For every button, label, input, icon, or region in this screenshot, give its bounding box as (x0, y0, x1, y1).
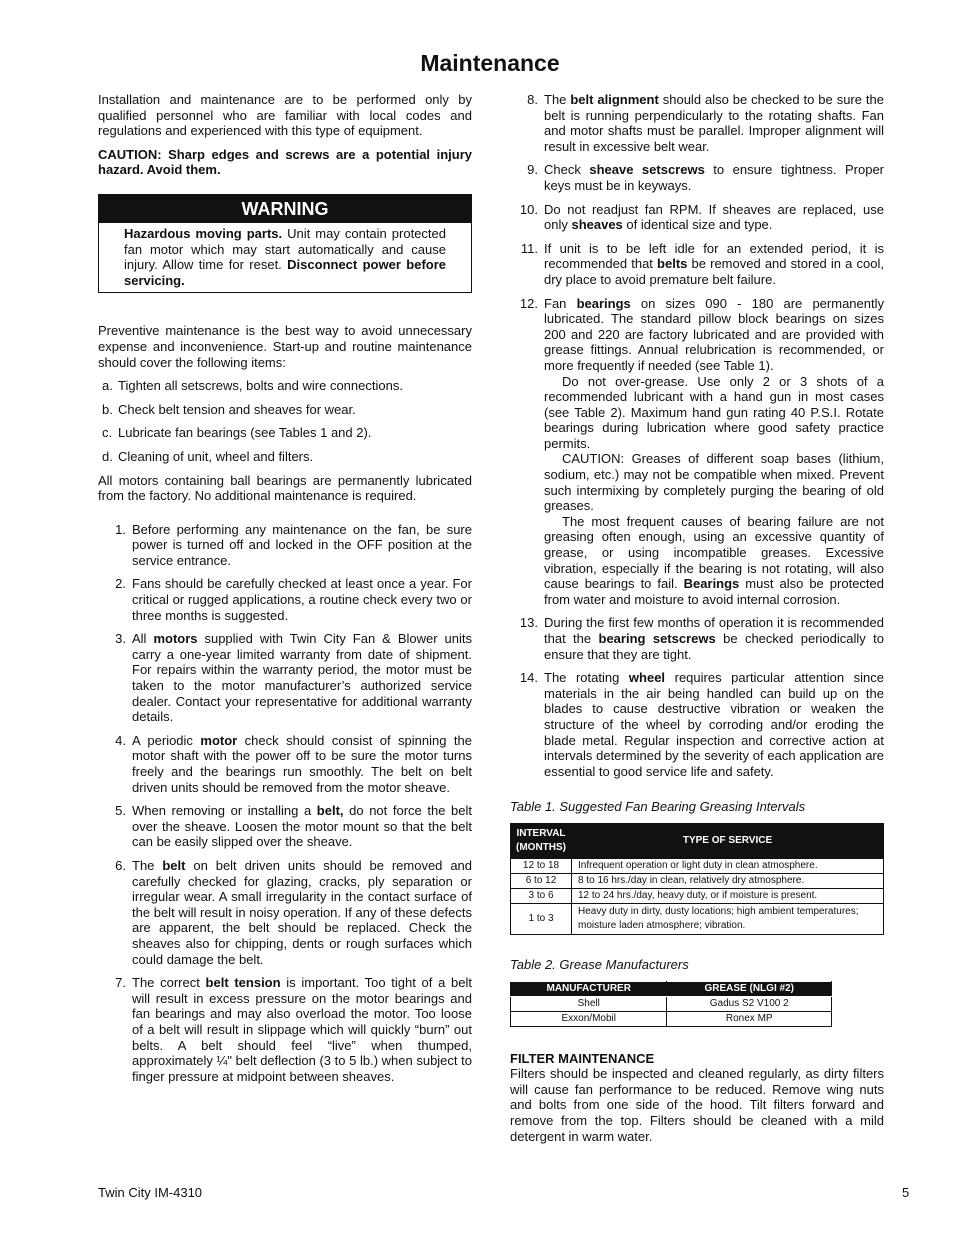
list-text: Lubricate fan bearings (see Tables 1 and 2). (118, 425, 372, 441)
interval-cell: 12 to 18 (511, 858, 572, 873)
list-item (510, 92, 884, 154)
right-column (510, 92, 884, 1144)
overgrease-paragraph: Do not over-grease. Use only 2 or 3 shots of a recommended lubricant with a hand gun in most cases (see Table 2). Maximum hand gun rating 40 P.S.I. Rotate bearings during lubrication where good safety practice permits. (544, 373, 884, 451)
warning-box (98, 194, 472, 293)
list-number: 3. (115, 631, 126, 647)
list-number: 6. (115, 857, 126, 873)
list-number: 14. (519, 670, 538, 686)
service-cell: 8 to 16 hrs./day in clean, relatively dry atmosphere. (572, 873, 884, 888)
list-item (98, 378, 472, 394)
footer-page-number: 5 (902, 1185, 910, 1200)
list-item (98, 576, 472, 623)
service-header: TYPE OF SERVICE (572, 823, 884, 858)
list-text: Tighten all setscrews, bolts and wire connections. (118, 378, 403, 394)
table-row (511, 888, 884, 903)
list-number: 10. (519, 201, 538, 217)
list-text: The correct belt tension is important. Too tight of a belt will result in excess pressure on the motor bearings and fan bearings and may also overload the motor. Too loose of a belt will result in slippage which will quickly “burn” out belts. A belt should feel “live” when thumped, approximately ¼" belt deflection (3 to 5 lb.) when subject to finger pressure at midpoint between sheaves. (132, 975, 472, 1084)
list-item (98, 402, 472, 418)
list-item (98, 975, 472, 1084)
list-label: b. (102, 401, 113, 417)
list-text: The belt alignment should also be checked to be sure the belt is running perpendicularly to the rotating shafts. Fan and motor shafts must be parallel. Improper alignment will result in excessive belt wear. (544, 92, 885, 154)
table-header-row (511, 981, 832, 996)
maintenance-checklist (98, 378, 472, 464)
list-item (98, 858, 472, 967)
list-number: 7. (115, 975, 126, 991)
list-item (510, 241, 884, 288)
list-item (98, 803, 472, 850)
list-text: Check sheave setscrews to ensure tightness. Proper keys must be in keyways. (544, 162, 885, 193)
list-text: The belt on belt driven units should be removed and carefully checked for glazing, cracks, ply separation or irregular wear. A small irregularity in the contact surface of the belt will result in noisy operation. If any of these defects are apparent, the belt should be replaced. Check the sheaves also for chipping, dents or rough surfaces which could damage the belt. (132, 857, 473, 967)
left-column (98, 92, 472, 1092)
interval-cell: 1 to 3 (511, 903, 572, 934)
interval-cell: 3 to 6 (511, 888, 572, 903)
warning-body (99, 223, 471, 292)
interval-header: INTERVAL (MONTHS) (511, 823, 572, 858)
list-item (510, 202, 884, 233)
list-number: 11. (520, 240, 538, 256)
table1-caption: Table 1. Suggested Fan Bearing Greasing Intervals (510, 799, 806, 815)
caution-sharp-edges: CAUTION: Sharp edges and screws are a potential injury hazard. Avoid them. (98, 146, 472, 178)
list-number: 4. (115, 732, 126, 748)
list-item (510, 670, 884, 779)
list-number: 8. (527, 92, 538, 107)
list-item (98, 522, 472, 569)
service-cell: Infrequent operation or light duty in clean atmosphere. (572, 858, 884, 873)
list-text: When removing or installing a belt, do not force the belt over the sheave. Loosen the motor mount so that the belt can be easily slipped over the sheave. (132, 803, 472, 850)
list-text: Check belt tension and sheaves for wear. (118, 401, 356, 417)
manufacturer-cell: Shell (511, 996, 667, 1011)
list-text: The rotating wheel requires particular attention since materials in the air being handled can build up on the blades to cause destructive vibration or weaken the structure of the wheel by corroding and/or eroding the blade metal. Regular inspection and corrective action at intervals determined by the severity of each application are essential to good service life and safety. (544, 670, 884, 779)
list-item (98, 733, 472, 795)
manufacturer-header: MANUFACTURER (511, 981, 667, 996)
filter-heading: FILTER MAINTENANCE (510, 1050, 655, 1066)
list-text: A periodic motor check should consist of spinning the motor shaft with the power off to be sure the motor turns freely and the bearings run smoothly. The belt on belt driven units should be removed from the motor sheave. (132, 732, 473, 795)
grease-caution-paragraph: CAUTION: Greases of different soap bases (lithium, sodium, etc.) may not be compatible when mixed. Prevent such intermixing by completely purging the bearing of old greases. (544, 451, 884, 514)
grease-cell: Gadus S2 V100 2 (667, 996, 832, 1011)
preventive-paragraph: Preventive maintenance is the best way to avoid unnecessary expense and inconvenience. Start-up and routine maintenance should cover the following items: (98, 323, 472, 370)
list-text: Do not readjust fan RPM. If sheaves are replaced, use only sheaves of identical size and type. (544, 201, 884, 233)
grease-manufacturers-table (510, 981, 832, 1027)
interval-cell: 6 to 12 (511, 873, 572, 888)
bearings-paragraph: Fan bearings on sizes 090 - 180 are permanently lubricated. The standard pillow block bearings on sizes 200 and 220 are factory lubricated and are provided with grease fittings. Annual relubrication is recommended, or more frequently if needed (see Table 1). (544, 295, 884, 373)
list-number: 1. (115, 521, 126, 537)
numbered-list-left (98, 522, 472, 1085)
list-item (98, 449, 472, 465)
service-cell: 12 to 24 hrs./day, heavy duty, or if moisture is present. (572, 888, 884, 903)
numbered-list-right (510, 92, 884, 779)
grease-header: GREASE (NLGI #2) (667, 981, 832, 996)
warning-text: Unit may contain protected fan motor which may start automatically and cause injury. Allow time for reset. (124, 225, 446, 273)
motors-paragraph: All motors containing ball bearings are permanently lubricated from the factory. No additional maintenance is required. (98, 472, 472, 504)
table-row (511, 903, 884, 934)
greasing-intervals-table (510, 823, 884, 935)
table-row (511, 873, 884, 888)
list-text: Before performing any maintenance on the fan, be sure power is turned off and locked in the OFF position at the service entrance. (132, 521, 472, 568)
table-row (511, 858, 884, 873)
list-item (510, 162, 884, 193)
list-label: c. (102, 425, 113, 441)
warning-bold-disconnect: Disconnect power before servicing. (124, 257, 446, 288)
list-text: During the first few months of operation it is recommended that the bearing setscrews be checked periodically to ensure that they are tight. (544, 615, 884, 662)
list-item (98, 631, 472, 725)
warning-heading: WARNING (99, 195, 471, 223)
list-number: 2. (115, 576, 126, 592)
list-text: Fans should be carefully checked at least once a year. For critical or rugged applications, a routine check every two or three months is suggested. (132, 576, 472, 623)
list-text: If unit is to be left idle for an extended period, it is recommended that belts be removed and stored in a cool, dry place to avoid premature belt failure. (544, 240, 884, 287)
grease-cell: Ronex MP (667, 1011, 832, 1026)
filter-paragraph: Filters should be inspected and cleaned regularly, as dirty filters will cause fan performance to be reduced. Remove wing nuts and bolts from one side of the hood. Tilt filters forward and remove from the top. Filters should be cleaned with a mild detergent in warm water. (510, 1066, 884, 1144)
list-text: All motors supplied with Twin City Fan & Blower units carry a one-year limited warranty from date of shipment. For repairs within the warranty period, the motor must be taken to the motor manufacturer’s authorized service dealer. Contact your representative for additional warranty details. (132, 631, 473, 725)
intro-paragraph: Installation and maintenance are to be performed only by qualified personnel who are familiar with local codes and regulations and experienced with this type of equipment. (98, 92, 472, 139)
footer-document-id: Twin City IM-4310 (98, 1185, 203, 1200)
table2-caption: Table 2. Grease Manufacturers (510, 956, 689, 972)
table-row (511, 1011, 832, 1026)
list-item (98, 425, 472, 441)
list-number: 9. (527, 162, 538, 178)
manufacturer-cell: Exxon/Mobil (511, 1011, 667, 1026)
list-label: a. (102, 378, 113, 394)
service-cell: Heavy duty in dirty, dusty locations; high ambient temperatures; moisture laden atmosphere; vibration. (572, 903, 884, 934)
list-label: d. (102, 448, 113, 464)
table-header-row (511, 823, 884, 858)
list-item (510, 615, 884, 662)
list-number: 12. (519, 295, 538, 311)
list-number: 5. (115, 803, 126, 819)
list-text: Cleaning of unit, wheel and filters. (118, 448, 314, 464)
page-title: Maintenance (420, 50, 560, 76)
bearing-failure-paragraph: The most frequent causes of bearing failure are not greasing often enough, using an excessive quantity of grease, or using incompatible greases. Excessive vibration, especially if the bearing is not rotating, will also cause bearings to fail. Bearings must also be protected from water and moisture to avoid internal corrosion. (544, 513, 884, 607)
list-number: 13. (519, 615, 538, 631)
warning-bold-hazard: Hazardous moving parts. (124, 225, 283, 241)
table-row (511, 996, 832, 1011)
list-item (510, 296, 884, 608)
list-text (538, 296, 884, 608)
